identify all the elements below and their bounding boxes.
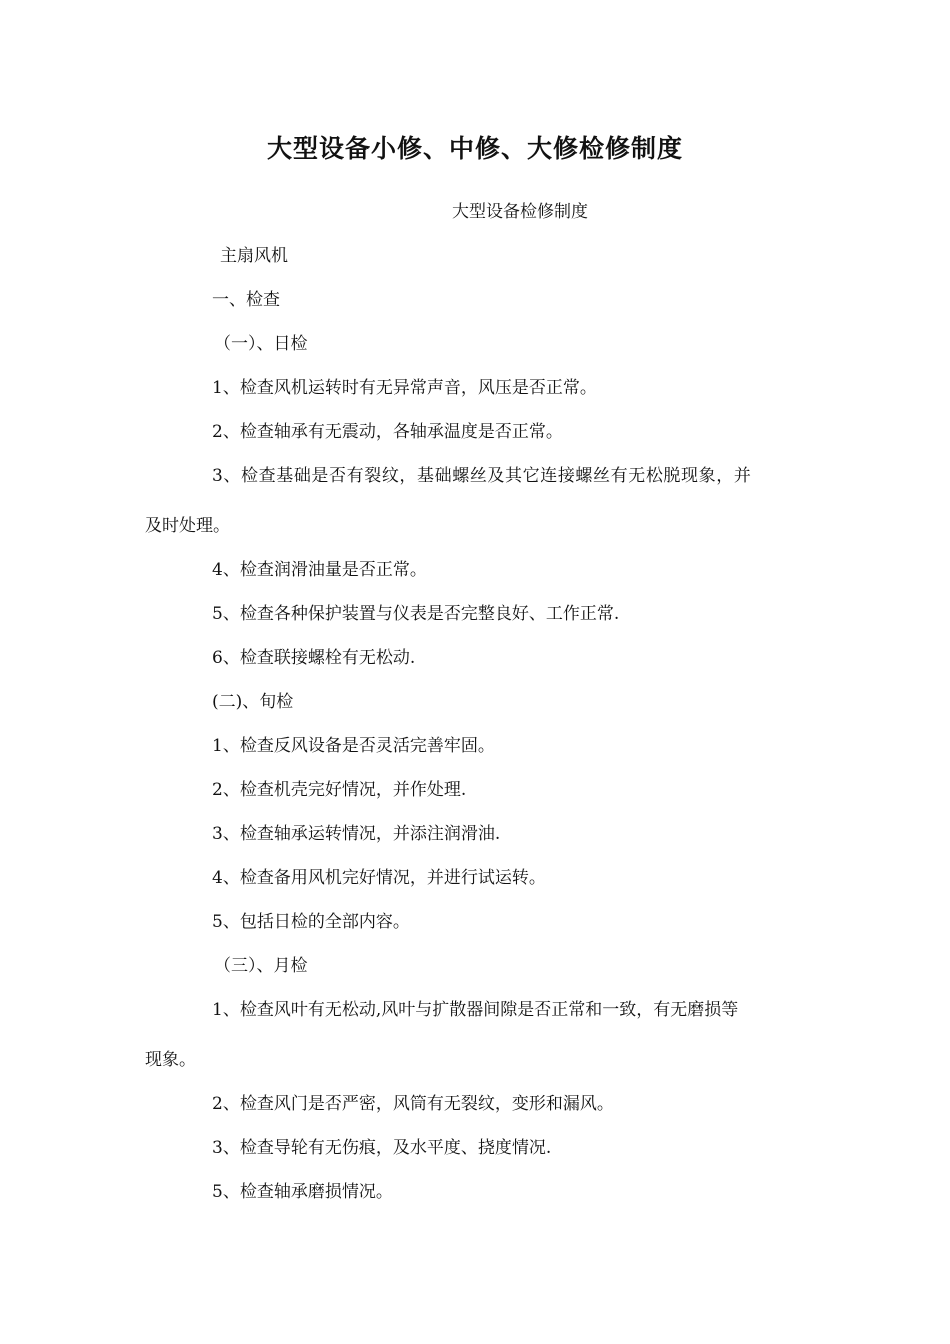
paragraph-line: 现象。 — [145, 1050, 196, 1070]
paragraph-line: 及时处理。 — [145, 516, 230, 536]
paragraph-line: 4、检查备用风机完好情况，并进行试运转。 — [212, 868, 546, 888]
section-heading: 主扇风机 — [220, 246, 288, 266]
paragraph-line: 4、检查润滑油量是否正常。 — [212, 560, 427, 580]
paragraph-line: 2、检查轴承有无震动，各轴承温度是否正常。 — [212, 422, 563, 442]
subsection-heading: （三）、月检 — [214, 956, 308, 976]
document-title: 大型设备小修、中修、大修检修制度 — [266, 134, 683, 163]
paragraph-line: 2、检查风门是否严密，风筒有无裂纹，变形和漏风。 — [212, 1094, 614, 1114]
paragraph-line: 3、检查导轮有无伤痕，及水平度、挠度情况. — [212, 1138, 552, 1158]
paragraph-line: 1、检查反风设备是否灵活完善牢固。 — [212, 736, 495, 756]
paragraph-line: 3、检查基础是否有裂纹，基础螺丝及其它连接螺丝有无松脱现象，并 — [212, 466, 752, 486]
paragraph-line: 5、检查轴承磨损情况。 — [212, 1182, 393, 1202]
paragraph-line: 2、检查机壳完好情况，并作处理. — [212, 780, 467, 800]
subsection-heading: （一）、日检 — [214, 334, 308, 354]
subsection-heading: (二)、旬检 — [212, 692, 294, 712]
paragraph-line: 6、检查联接螺栓有无松动. — [212, 648, 416, 668]
paragraph-line: 5、检查各种保护装置与仪表是否完整良好、工作正常. — [212, 604, 620, 624]
paragraph-line: 5、包括日检的全部内容。 — [212, 912, 410, 932]
paragraph-line: 1、检查风机运转时有无异常声音，风压是否正常。 — [212, 378, 597, 398]
paragraph-line: 3、检查轴承运转情况，并添注润滑油. — [212, 824, 501, 844]
document-subtitle: 大型设备检修制度 — [452, 202, 588, 222]
section-heading: 一、检查 — [212, 290, 280, 310]
paragraph-line: 1、检查风叶有无松动,风叶与扩散器间隙是否正常和一致，有无磨损等 — [212, 1000, 739, 1020]
